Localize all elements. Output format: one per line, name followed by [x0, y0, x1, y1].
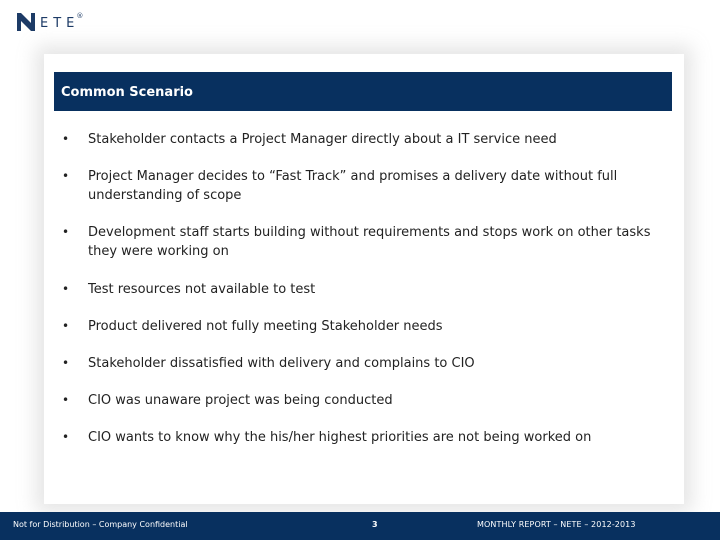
- bullet-text: CIO was unaware project was being conducted: [88, 393, 393, 408]
- bullet-text: Product delivered not fully meeting Stakeholder needs: [88, 319, 443, 334]
- bullet-icon: •: [62, 282, 70, 296]
- bullet-icon: •: [62, 132, 70, 146]
- bullet-text: Test resources not available to test: [88, 282, 316, 297]
- section-title: Common Scenario: [61, 85, 193, 100]
- bullet-item: [62, 167, 662, 205]
- footer-confidentiality: Not for Distribution – Company Confidential: [13, 520, 188, 529]
- bullet-item: [62, 354, 662, 373]
- footer-report-label: MONTHLY REPORT – NETE – 2012-2013: [477, 520, 636, 529]
- bullet-item: [62, 317, 662, 336]
- bullet-icon: •: [62, 169, 70, 183]
- page-footer: [0, 512, 720, 540]
- bullet-text: Development staff starts building without requirements and stops work on other tasks they were working on: [88, 225, 651, 259]
- bullet-icon: •: [62, 430, 70, 444]
- bullet-icon: •: [62, 225, 70, 239]
- bullet-icon: •: [62, 319, 70, 333]
- bullet-item: [62, 428, 662, 447]
- bullet-text: Stakeholder dissatisfied with delivery and complains to CIO: [88, 356, 475, 371]
- bullet-item: [62, 130, 662, 149]
- registered-mark: ®: [76, 12, 84, 20]
- bullet-icon: •: [62, 393, 70, 407]
- bullet-text: Stakeholder contacts a Project Manager directly about a IT service need: [88, 132, 557, 147]
- bullet-text: CIO wants to know why the his/her highest priorities are not being worked on: [88, 430, 592, 445]
- bullet-icon: •: [62, 356, 70, 370]
- footer-page-number: 3: [372, 520, 378, 529]
- bullet-item: [62, 280, 662, 299]
- bullet-item: [62, 391, 662, 410]
- logo-wordmark: ETE: [40, 16, 80, 31]
- bullet-item: [62, 223, 662, 261]
- bullet-text: Project Manager decides to “Fast Track” and promises a delivery date without full understanding of scope: [88, 169, 618, 203]
